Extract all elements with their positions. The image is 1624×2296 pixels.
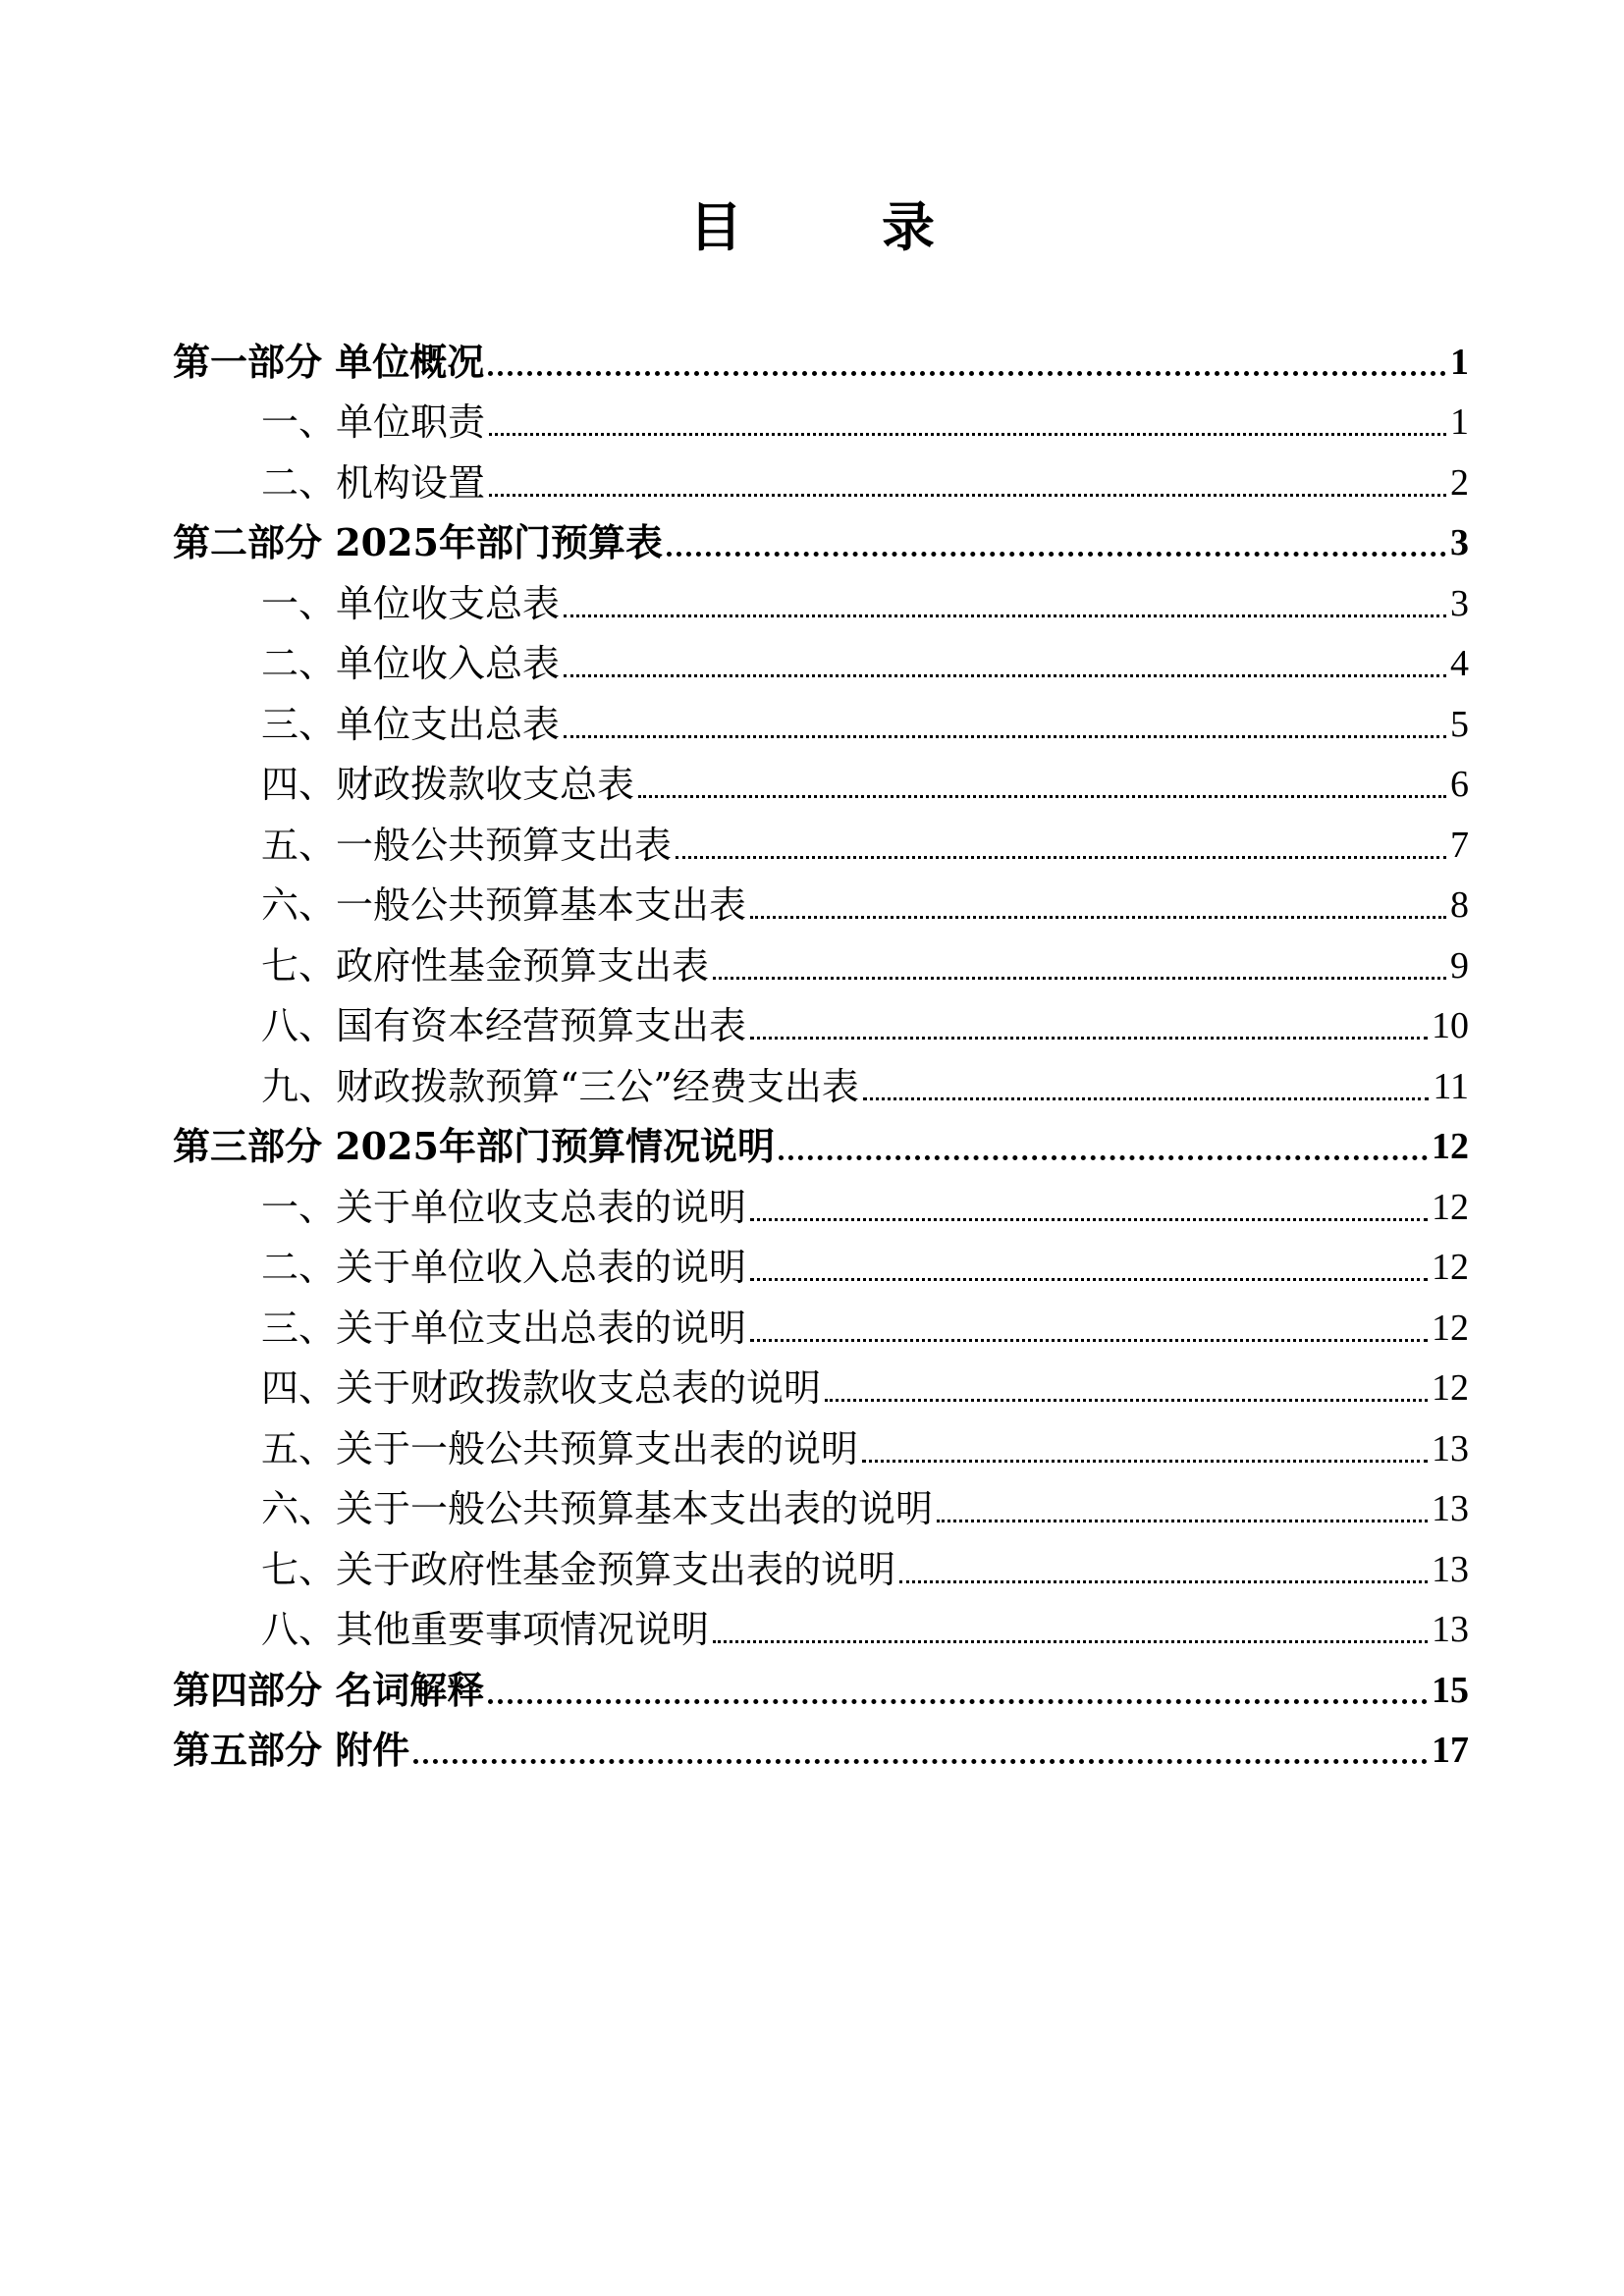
toc-entry-label: 一、单位收支总表 — [261, 581, 561, 625]
dot-leader — [713, 1640, 1428, 1643]
dot-leader — [638, 795, 1446, 798]
toc-entry-label: 四、财政拨款收支总表 — [261, 763, 635, 806]
toc-entry-label: 第二部分 2025年部门预算表 — [173, 520, 663, 564]
toc-entry-page: 12 — [1432, 1307, 1469, 1349]
toc-entry[interactable] — [173, 1598, 1469, 1659]
toc-entry[interactable] — [173, 1115, 1469, 1176]
dot-leader — [713, 977, 1446, 980]
toc-entry-label: 六、一般公共预算基本支出表 — [261, 883, 747, 927]
dot-leader — [750, 1278, 1428, 1281]
toc-title: 目 录 — [689, 195, 978, 258]
toc-entry-page: 6 — [1450, 764, 1469, 805]
dot-leader — [564, 735, 1446, 738]
dot-leader — [564, 614, 1446, 617]
toc-entry-page: 13 — [1432, 1609, 1469, 1650]
toc-entry[interactable] — [173, 632, 1469, 693]
dot-leader — [750, 1339, 1428, 1342]
toc-entry-label: 九、财政拨款预算“三公”经费支出表 — [261, 1064, 859, 1108]
toc-entry-page: 1 — [1450, 401, 1469, 443]
toc-entry-label: 第四部分 名词解释 — [173, 1667, 485, 1712]
toc-entry-label: 一、单位职责 — [261, 400, 486, 444]
toc-entry-label: 八、国有资本经营预算支出表 — [261, 1004, 747, 1047]
dot-leader — [937, 1520, 1428, 1522]
toc-entry[interactable] — [173, 874, 1469, 934]
toc-entry-page: 13 — [1432, 1488, 1469, 1529]
dot-leader — [750, 1037, 1428, 1040]
toc-entry-page: 7 — [1450, 824, 1469, 866]
toc-entry-page: 11 — [1433, 1065, 1469, 1107]
toc-entry-label: 一、关于单位收支总表的说明 — [261, 1185, 747, 1229]
toc-entry-page: 15 — [1432, 1669, 1469, 1711]
dot-leader — [779, 1155, 1428, 1160]
dot-leader — [899, 1580, 1428, 1583]
toc-entry-page: 13 — [1432, 1548, 1469, 1590]
toc-entry-label: 二、机构设置 — [261, 460, 486, 505]
toc-entry[interactable] — [173, 1236, 1469, 1297]
toc-entry-page: 12 — [1432, 1247, 1469, 1288]
toc-entry[interactable] — [173, 1477, 1469, 1538]
dot-leader — [488, 1699, 1428, 1704]
toc-entry[interactable] — [173, 1416, 1469, 1477]
toc-entry-page: 10 — [1432, 1005, 1469, 1046]
table-of-contents — [173, 330, 1469, 1779]
dot-leader — [750, 916, 1446, 919]
toc-entry-page: 9 — [1450, 944, 1469, 987]
toc-entry[interactable] — [173, 934, 1469, 994]
dot-leader — [750, 1218, 1428, 1221]
toc-entry-label: 八、其他重要事项情况说明 — [261, 1608, 710, 1651]
toc-entry-label: 四、关于财政拨款收支总表的说明 — [261, 1366, 822, 1410]
toc-entry[interactable] — [173, 511, 1469, 572]
toc-entry[interactable] — [173, 813, 1469, 874]
dot-leader — [825, 1399, 1428, 1402]
toc-entry[interactable] — [173, 451, 1469, 511]
toc-entry-label: 第五部分 附件 — [173, 1728, 410, 1772]
toc-entry-page: 2 — [1450, 461, 1469, 504]
dot-leader — [676, 856, 1446, 859]
toc-entry[interactable] — [173, 1175, 1469, 1236]
toc-entry-label: 三、关于单位支出总表的说明 — [261, 1306, 747, 1350]
dot-leader — [413, 1759, 1428, 1764]
dot-leader — [489, 494, 1446, 497]
toc-entry[interactable] — [173, 571, 1469, 632]
dot-leader — [488, 371, 1446, 376]
toc-entry[interactable] — [173, 1537, 1469, 1598]
toc-entry[interactable] — [173, 391, 1469, 452]
toc-entry-page: 3 — [1450, 522, 1469, 563]
toc-entry[interactable] — [173, 1296, 1469, 1357]
toc-entry[interactable] — [173, 1357, 1469, 1417]
toc-entry-label: 七、关于政府性基金预算支出表的说明 — [261, 1547, 896, 1591]
toc-entry-page: 13 — [1432, 1427, 1469, 1469]
dot-leader — [489, 433, 1446, 436]
toc-entry-label: 五、关于一般公共预算支出表的说明 — [261, 1426, 859, 1470]
toc-entry[interactable] — [173, 330, 1469, 391]
dot-leader — [863, 1097, 1430, 1100]
toc-entry-label: 第三部分 2025年部门预算情况说明 — [173, 1124, 775, 1168]
dot-leader — [862, 1460, 1428, 1463]
toc-entry-label: 第一部分 单位概况 — [173, 339, 485, 384]
toc-entry-page: 4 — [1450, 643, 1469, 684]
toc-entry-page: 5 — [1450, 703, 1469, 745]
toc-entry[interactable] — [173, 692, 1469, 753]
toc-entry[interactable] — [173, 1658, 1469, 1719]
toc-entry-label: 五、一般公共预算支出表 — [261, 823, 673, 867]
toc-entry[interactable] — [173, 1054, 1469, 1115]
dot-leader — [564, 674, 1446, 677]
toc-entry[interactable] — [173, 1719, 1469, 1780]
toc-entry-page: 3 — [1450, 582, 1469, 624]
toc-entry-label: 二、单位收入总表 — [261, 642, 561, 685]
toc-entry[interactable] — [173, 753, 1469, 814]
toc-entry-label: 二、关于单位收入总表的说明 — [261, 1246, 747, 1289]
toc-entry-page: 17 — [1432, 1730, 1469, 1771]
toc-entry-label: 三、单位支出总表 — [261, 702, 561, 746]
toc-entry-label: 六、关于一般公共预算基本支出表的说明 — [261, 1487, 934, 1530]
toc-entry-label: 七、政府性基金预算支出表 — [261, 943, 710, 988]
toc-entry-page: 12 — [1432, 1367, 1469, 1409]
toc-entry[interactable] — [173, 994, 1469, 1055]
toc-entry-page: 8 — [1450, 884, 1469, 926]
dot-leader — [667, 552, 1446, 557]
toc-entry-page: 1 — [1450, 341, 1469, 383]
toc-entry-page: 12 — [1432, 1186, 1469, 1228]
toc-entry-page: 12 — [1432, 1126, 1469, 1167]
